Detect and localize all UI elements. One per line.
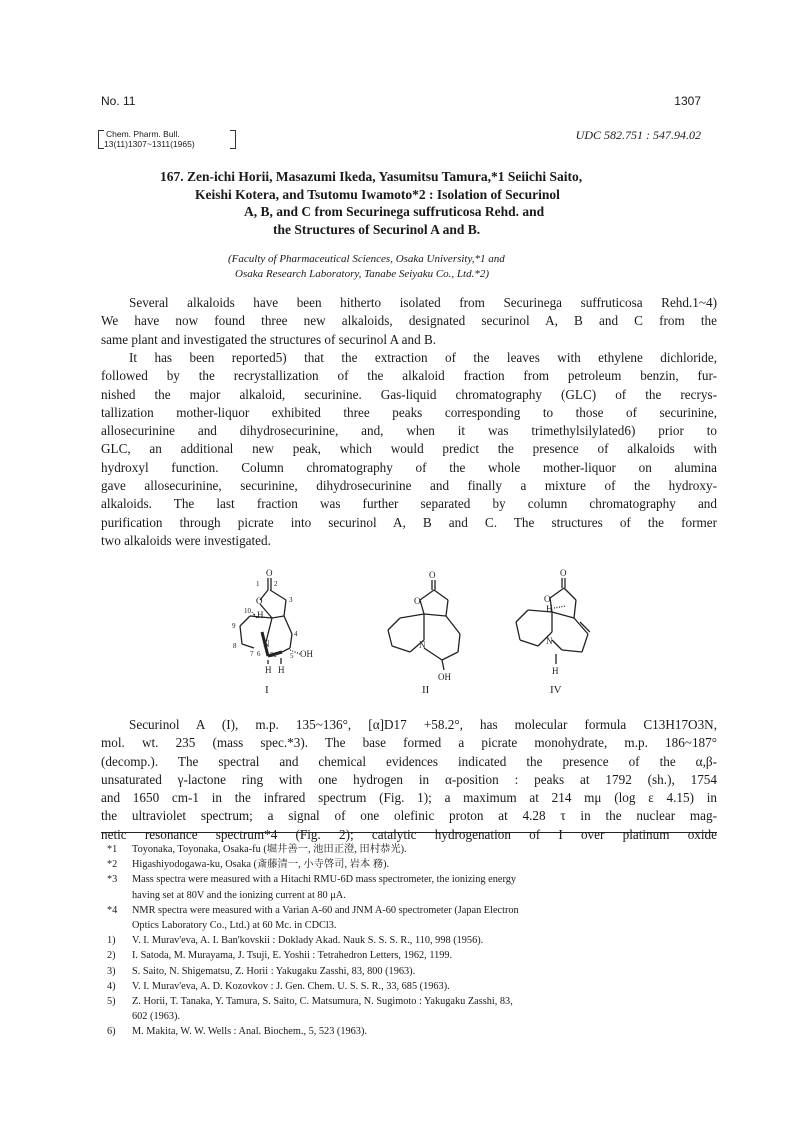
atom-label: H: [546, 604, 553, 614]
atom-label: N: [419, 640, 426, 650]
structure-label-IV: IV: [550, 684, 562, 696]
text-line: GLC, an additional new peak, which would predict the presence of alkaloids with: [101, 441, 717, 457]
reference-text: S. Saito, N. Shigematsu, Z. Horii : Yakugaku Zasshi, 83, 800 (1963).: [132, 965, 416, 977]
text-line: followed by the recrystallization of the alkaloid fraction from petroleum benzin, fur-: [101, 368, 717, 384]
text-line: same plant and investigated the structures of securinol A and B.: [101, 331, 437, 347]
title-line: A, B, and C from Securinega suffruticosa Rehd. and: [244, 204, 545, 219]
atom-label: N: [546, 636, 553, 646]
text-line: Several alkaloids have been hitherto isolated from Securinega suffruticosa Rehd.1~4): [129, 295, 717, 310]
paragraph-isolation: [101, 349, 717, 550]
footnote-mark: *4: [107, 904, 118, 916]
paragraph-intro: [101, 294, 717, 349]
atom-number: 2: [274, 580, 278, 588]
atom-label: O: [560, 568, 567, 578]
text-line: hydroxyl function. Column chromatography of the whole mother-liquor on alumina: [101, 459, 717, 475]
atom-label: N: [263, 639, 270, 649]
footnote: [101, 872, 717, 902]
affiliation-line: Osaka Research Laboratory, Tanabe Seiyaku Co., Ltd.*2): [235, 268, 490, 280]
atom-number: 4: [294, 630, 298, 638]
structure-label-I: I: [265, 684, 269, 696]
text-line: mol. wt. 235 (mass spec.*3). The base formed a picrate monohydrate, m.p. 186~187°: [101, 735, 717, 751]
text-line: gave allosecurinine, securinine, dihydrosecurinine and finally a mixture of the hydroxy-: [101, 478, 717, 494]
footnote-mark: *3: [107, 874, 118, 886]
footnote-text: having set at 80V and the ionizing current at 80 μA.: [132, 889, 346, 901]
footnote-mark: *2: [107, 859, 118, 871]
reference-mark: 4): [107, 980, 116, 992]
text-line: (decomp.). The spectral and chemical evidences indicated the presence of the α,β-: [101, 753, 717, 769]
atom-number: 8: [233, 642, 237, 650]
reference-mark: 3): [107, 965, 116, 977]
structure-IV: [516, 578, 590, 664]
journal-issue: No. 11: [101, 94, 136, 108]
text-line: the ultraviolet spectrum; a signal of one olefinic proton at 4.28 τ in the nuclear mag-: [101, 808, 717, 824]
reference-mark: 5): [107, 996, 116, 1008]
text-line: unsaturated γ-lactone ring with one hydrogen in α-position : peaks at 1792 (sh.), 1754: [101, 771, 717, 787]
atom-label: O: [429, 570, 436, 580]
reference-text: I. Satoda, M. Murayama, J. Tsuji, E. Yoshii : Tetrahedron Letters, 1962, 1199.: [132, 950, 453, 962]
text-line: We have now found three new alkaloids, designated securinol A, B and C from the: [101, 313, 717, 329]
citation-journal: Chem. Pharm. Bull.: [106, 129, 180, 139]
reference: [101, 933, 717, 948]
text-line: alkaloids. The last fraction was further separated by column chromatography and: [101, 496, 717, 512]
reference: [101, 994, 717, 1024]
atom-number: 10: [244, 607, 251, 615]
text-line: Securinol A (I), m.p. 135~136°, [α]D17 +58.2°, has molecular formula C13H17O3N,: [129, 717, 717, 732]
footnote-text: NMR spectra were measured with a Varian A-60 and JNM A-60 spectrometer (Japan Electron: [132, 904, 519, 916]
footnote-text: Higashiyodogawa-ku, Osaka (斎藤清一, 小寺啓司, 岩本 務).: [132, 859, 390, 871]
footnotes: [101, 842, 717, 1040]
atom-label: H: [257, 610, 264, 620]
atom-label: OH: [438, 672, 451, 682]
footnote-mark: *1: [107, 844, 118, 855]
text-line: two alkaloids were investigated.: [101, 532, 271, 548]
atom-label: H: [552, 666, 559, 676]
text-line: tallization mother-liquor exhibited three peaks corresponding to those of securinine,: [101, 404, 717, 420]
reference-mark: 2): [107, 950, 116, 962]
atom-label: O: [414, 596, 421, 606]
atom-number: 5: [290, 652, 294, 660]
affiliation-line: (Faculty of Pharmaceutical Sciences, Osaka University,*1 and: [228, 253, 505, 265]
paragraph-securinol-a: [101, 716, 717, 844]
atom-number: 1: [256, 580, 260, 588]
citation-volume: 13(11)1307~1311(1965): [104, 139, 195, 149]
footnote-divider: [101, 832, 717, 833]
reference-mark: 1): [107, 935, 116, 947]
text-line: It has been reported5) that the extraction of the leaves with ethylene dichloride,: [129, 350, 717, 365]
reference-text: Z. Horii, T. Tanaka, Y. Tamura, S. Saito, C. Matsumura, N. Sugimoto : Yakugaku Zasshi, 83,: [132, 996, 513, 1008]
footnote: [101, 842, 717, 857]
atom-label: O: [544, 594, 551, 604]
atom-number: 5a: [270, 651, 277, 659]
reference-text: 602 (1963).: [132, 1011, 181, 1023]
article-title: [160, 168, 700, 238]
title-line: the Structures of Securinol A and B.: [273, 221, 481, 237]
text-line: purification through picrate into securinol A, B and C. The structures of the former: [101, 514, 717, 530]
atom-number: 3: [289, 596, 293, 604]
text-line: and 1650 cm-1 in the infrared spectrum (Fig. 1); a maximum at 214 mμ (log ε 4.15) in: [101, 790, 717, 806]
title-line: Keishi Kotera, and Tsutomu Iwamoto*2 : Isolation of Securinol: [195, 186, 560, 202]
footnote-text: Optics Laboratory Co., Ltd.) at 60 Mc. in CDCl3.: [132, 920, 337, 932]
structure-II: [388, 580, 460, 670]
reference: [101, 1024, 717, 1039]
affiliation: [228, 252, 698, 282]
atom-number: 9: [232, 622, 236, 630]
reference-mark: 6): [107, 1026, 116, 1038]
reference: [101, 964, 717, 979]
atom-label: H: [278, 665, 285, 675]
title-line: 167. Zen-ichi Horii, Masazumi Ikeda, Yasumitsu Tamura,*1 Seiichi Saito,: [160, 169, 583, 184]
footnote: [101, 857, 717, 872]
udc-code: UDC 582.751 : 547.94.02: [575, 128, 701, 142]
reference-text: V. I. Murav'eva, A. D. Kozovkov : J. Gen. Chem. U. S. S. R., 33, 685 (1963).: [132, 980, 450, 992]
text-line: nished the major alkaloid, securinine. Gas-liquid chromatography (GLC) of the recrys-: [101, 386, 717, 402]
reference: [101, 979, 717, 994]
text-line: allosecurinine and dihydrosecurinine, and, when it was trimethylsilylated6) prior to: [101, 423, 717, 439]
atom-number: 6: [257, 650, 261, 658]
footnote-text: Toyonaka, Toyonaka, Osaka-fu (堀井善一, 池田正澄, 田村恭光).: [132, 844, 407, 855]
reference: [101, 948, 717, 963]
reference-text: V. I. Murav'eva, A. I. Ban'kovskii : Doklady Akad. Nauk S. S. S. R., 110, 998 (1956).: [132, 935, 484, 947]
structure-label-II: II: [422, 684, 430, 696]
text-line: netic resonance spectrum*4 (Fig. 2); catalytic hydrogenation of I over platinum oxide: [101, 826, 717, 842]
page-number: 1307: [674, 94, 701, 108]
atom-number: 7: [250, 650, 254, 658]
journal-citation: [100, 129, 240, 149]
atom-label: O: [266, 568, 273, 578]
reference-text: M. Makita, W. W. Wells : Anal. Biochem., 5, 523 (1963).: [132, 1026, 367, 1038]
atom-label: H: [265, 665, 272, 675]
atom-label: OH: [300, 649, 313, 659]
chemical-structures-figure: [210, 560, 590, 700]
atom-label: O: [256, 596, 263, 606]
footnote-text: Mass spectra were measured with a Hitachi RMU-6D mass spectrometer, the ionizing energy: [132, 874, 516, 886]
footnote: [101, 903, 717, 933]
